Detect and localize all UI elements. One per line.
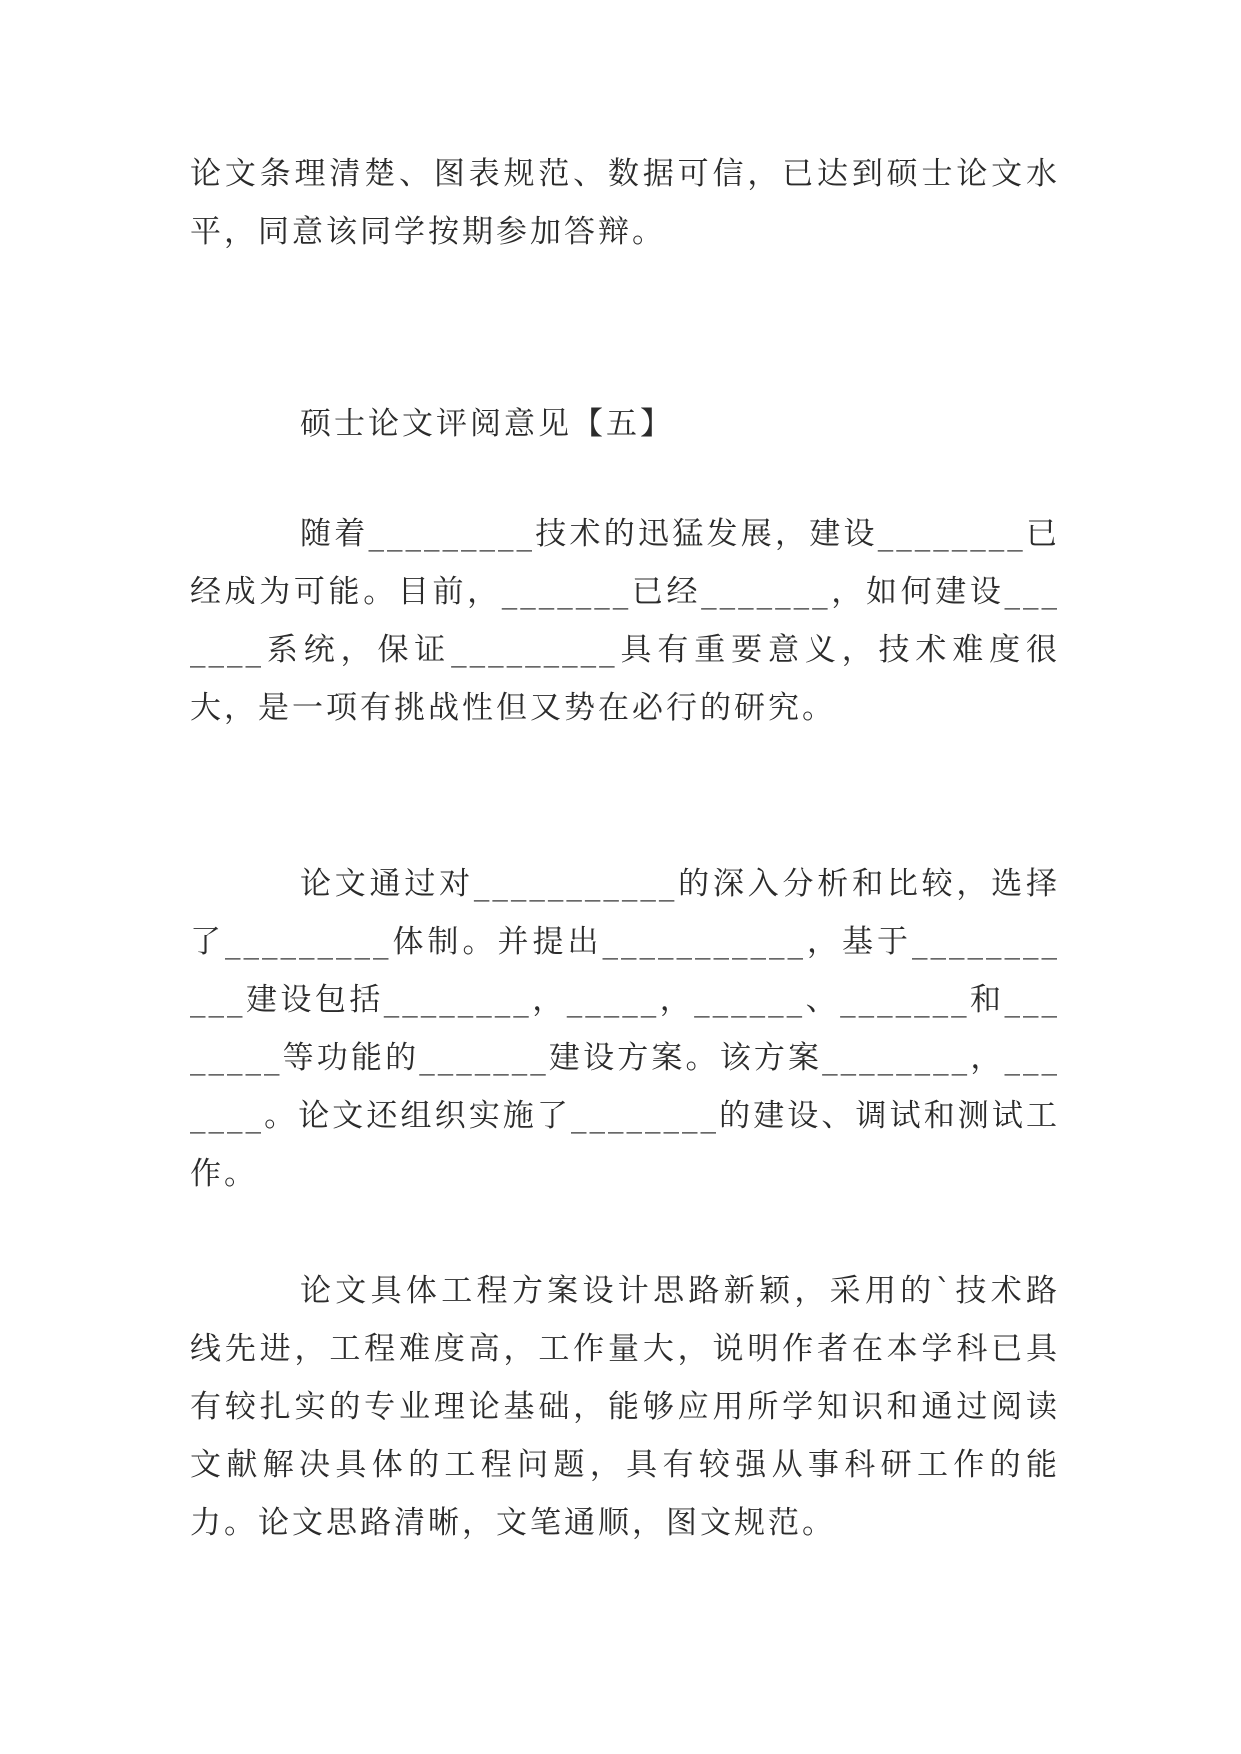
paragraph-intro: 随着_________技术的迅猛发展，建设________已经成为可能。目前，_______已经_______，如何建设_______系统，保证_________具有重要意义，技术难度很大，是一项有挑战性但又势在必行的研究。 — [190, 516, 1060, 726]
paragraph-evaluation: 论文具体工程方案设计思路新颖，采用的`技术路线先进，工程难度高，工作量大，说明作者在本学科已具有较扎实的专业理论基础，能够应用所学知识和通过阅读文献解决具体的工程问题，具有较强从事科研工作的能力。论文思路清晰，文笔通顺，图文规范。 — [190, 1273, 1060, 1541]
paragraph-continuation: 论文条理清楚、图表规范、数据可信，已达到硕士论文水平，同意该同学按期参加答辩。 — [190, 156, 1060, 250]
paragraph-method: 论文通过对___________的深入分析和比较，选择了_________体制。并提出___________，基于___________建设包括________，_____，______、_______和________等功能的_______建设方案。该方案________，_______。论文还组织实施了________的建设、调试和测试工作。 — [190, 866, 1060, 1192]
section-heading: 硕士论文评阅意见【五】 — [300, 406, 674, 442]
